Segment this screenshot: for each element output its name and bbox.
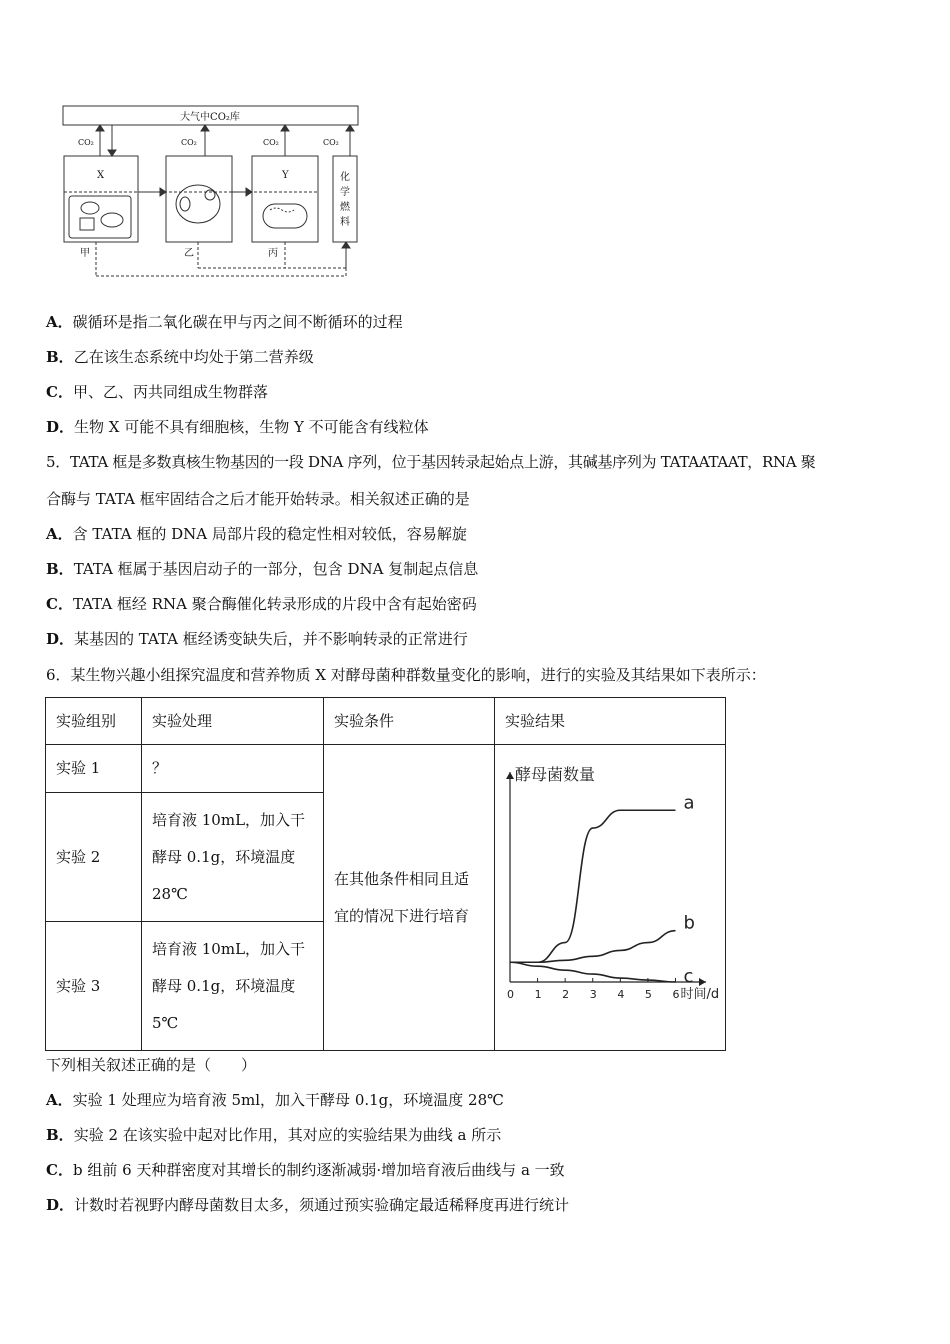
y-axis-arrow [506,772,514,779]
x-axis-arrow [699,978,706,986]
header-group: 实验组别 [46,698,142,745]
name-yi: 乙 [184,248,194,259]
condition-cell [324,745,495,1051]
q6-stem: 6．某生物兴趣小组探究温度和营养物质 X 对酵母菌种群数量变化的影响，进行的实验及其结果如下表所示： [46,666,766,684]
box-y-label: Y [282,170,289,181]
atmosphere-label: 大气中CO₂库 [180,112,240,123]
q6-option-b: B．实验 2 在该实验中起对比作用，其对应的实验结果为曲线 a 所示 [46,1126,502,1144]
fuel-label: 料 [340,217,350,228]
series-line-b [510,930,675,962]
result-cell [495,745,726,1051]
name-bing: 丙 [268,248,278,259]
carbon-cycle-diagram [60,100,365,282]
header-condition: 实验条件 [324,698,495,745]
x-tick-label: 5 [644,987,652,1001]
x-tick-label: 3 [589,987,597,1001]
condition-line: 在其他条件相同且适 [334,869,470,888]
yeast-growth-chart [495,746,725,1050]
x-tick-label: 6 [672,987,680,1001]
co2-label: CO₂ [181,138,197,147]
x-tick-label: 1 [534,987,542,1001]
y-axis-label: 酵母菌数量 [515,764,596,784]
series-label-c: c [683,965,694,987]
q6-option-c: C．b 组前 6 天种群密度对其增长的制约逐渐减弱·增加培育液后曲线与 a 一致 [46,1161,565,1179]
x-axis-label: 时间/d [680,986,720,1002]
experiment-table [45,697,726,1051]
box-yi [166,156,232,242]
co2-label: CO₂ [323,138,339,147]
x-tick-label: 0 [507,987,514,1001]
box-x-label: X [97,170,105,181]
fuel-label: 燃 [340,202,350,213]
q4-option-b: B．乙在该生态系统中均处于第二营养级 [46,348,314,366]
q5-option-b: B．TATA 框属于基因启动子的一部分，包含 DNA 复制起点信息 [46,560,479,578]
x-tick-label: 2 [562,987,570,1001]
condition-line: 宜的情况下进行培育 [334,906,470,925]
series-label-b: b [683,912,695,934]
header-treatment: 实验处理 [142,698,324,745]
q5-option-a: A．含 TATA 框的 DNA 局部片段的稳定性相对较低，容易解旋 [46,525,467,543]
q6-option-a: A．实验 1 处理应为培育液 5ml，加入干酵母 0.1g，环境温度 28℃ [46,1091,504,1109]
co2-label: CO₂ [78,138,94,147]
box-y [252,156,318,242]
header-result: 实验结果 [495,698,726,745]
box-fuel [333,156,357,242]
name-jia: 甲 [80,248,90,259]
row2-treatment: 培育液 10mL，加入干 酵母 0.1g，环境温度 28℃ [142,793,324,922]
row3-group: 实验 3 [46,922,142,1051]
q4-option-c: C．甲、乙、丙共同组成生物群落 [46,383,268,401]
co2-label: CO₂ [263,138,279,147]
q6-question: 下列相关叙述正确的是（ ） [46,1056,257,1074]
q5-option-c: C．TATA 框经 RNA 聚合酶催化转录形成的片段中含有起始密码 [46,595,477,613]
row1-treatment: ？ [142,745,324,793]
row2-group: 实验 2 [46,793,142,922]
fuel-label: 学 [340,187,350,198]
series-line-a [510,810,675,962]
row1-group: 实验 1 [46,745,142,793]
fuel-label: 化 [340,172,350,183]
q5-option-d: D．某基因的 TATA 框经诱变缺失后，并不影响转录的正常进行 [46,630,468,648]
series-label-a: a [683,791,695,813]
box-x [64,156,138,242]
q4-option-a: A．碳循环是指二氧化碳在甲与丙之间不断循环的过程 [46,313,403,331]
q4-option-d: D．生物 X 可能不具有细胞核，生物 Y 不可能含有线粒体 [46,418,429,436]
q6-option-d: D．计数时若视野内酵母菌数目太多，须通过预实验确定最适稀释度再进行统计 [46,1196,570,1214]
row3-treatment: 培育液 10mL，加入干 酵母 0.1g，环境温度 5℃ [142,922,324,1051]
q5-stem-line-2: 合酶与 TATA 框牢固结合之后才能开始转录。相关叙述正确的是 [46,490,470,508]
x-tick-label: 4 [617,987,625,1001]
q5-stem-line-1: 5．TATA 框是多数真核生物基因的一段 DNA 序列，位于基因转录起始点上游，其碱基序列为 TATAATAAT，RNA 聚 [46,453,816,471]
